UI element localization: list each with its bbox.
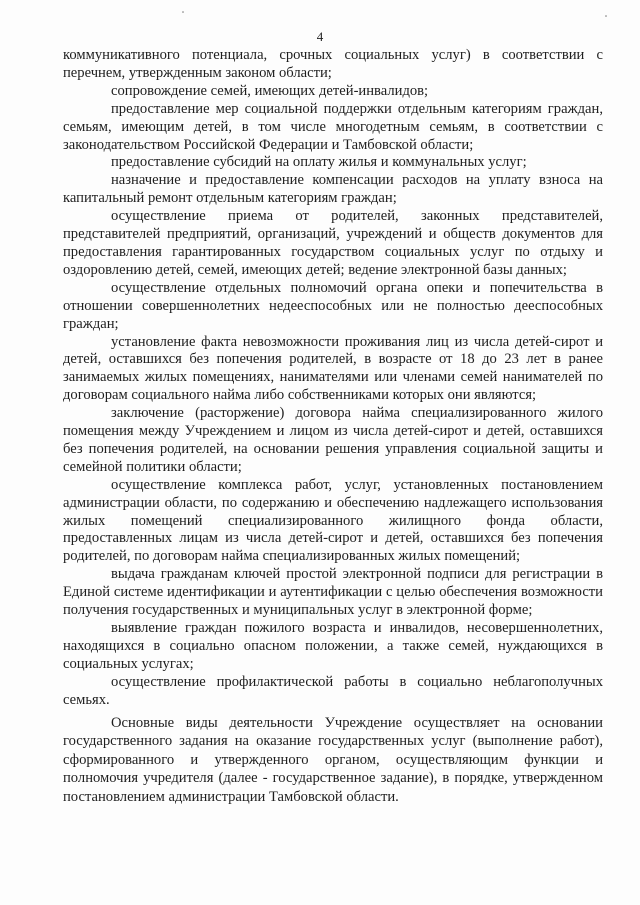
- paragraph: назначение и предоставление компенсации расходов на уплату взноса на капитальный ремонт отдельным категориям граждан;: [63, 172, 603, 207]
- paragraph: Основные виды деятельности Учреждение осуществляет на основании государственного задания на оказание государственных услуг (выполнение работ), сформированного и утвержденного органом, осуществляющим функции и полномочия учредителя (далее - государственное задание), в порядке, утвержденном постановлением администрации Тамбовской области.: [63, 714, 603, 805]
- paragraph: выдача гражданам ключей простой электронной подписи для регистрации в Единой системе идентификации и аутентификации с целью обеспечения возможности получения государственных и муниципальных услуг в электронной форме;: [63, 566, 603, 619]
- paragraph: предоставление мер социальной поддержки отдельным категориям граждан, семьям, имеющим детей, в том числе многодетным семьям, в соответствии с законодательством Российской Федерации и Тамбовской области;: [63, 100, 603, 153]
- scan-speck: [182, 11, 184, 13]
- paragraph: осуществление профилактической работы в социально неблагополучных семьях.: [63, 673, 603, 708]
- page-number: 4: [316, 29, 324, 44]
- paragraph: выявление граждан пожилого возраста и инвалидов, несовершеннолетних, находящихся в социально опасном положении, а также семей, нуждающихся в социальных услугах;: [63, 620, 603, 672]
- paragraph: осуществление приема от родителей, законных представителей, представителей предприятий, организаций, учреждений и обществ документов для предоставления гарантированных государством социальных услуг по отдыху и оздоровлению детей, семей, имеющих детей; ведение электронной базы данных;: [63, 208, 603, 278]
- paragraph: коммуникативного потенциала, срочных социальных услуг) в соответствии с перечнем, утвержденным законом области;: [63, 47, 603, 81]
- paragraph: сопровождение семей, имеющих детей-инвалидов;: [111, 82, 429, 99]
- paragraph: осуществление комплекса работ, услуг, установленных постановлением администрации области, по содержанию и обеспечению надлежащего использования жилых помещений специализированного жилищного фонда области, предоставленных лицам из числа детей-сирот и детей, оставшихся без попечения родителей, по договорам найма специализированных жилых помещений;: [63, 476, 603, 565]
- paragraph: осуществление отдельных полномочий органа опеки и попечительства в отношении совершеннолетних недееспособных или не полностью дееспособных граждан;: [63, 279, 603, 332]
- paragraph: установление факта невозможности проживания лиц из числа детей-сирот и детей, оставшихся без попечения родителей, в возрасте от 18 до 23 лет в ранее занимаемых жилых помещениях, нанимателями или членами семей нанимателей по договорам социального найма либо собственниками которых они являются;: [63, 333, 603, 404]
- paragraph: заключение (расторжение) договора найма специализированного жилого помещения между Учреждением и лицом из числа детей-сирот и детей, оставшихся без попечения родителей, на основании решения управления социальной защиты и семейной политики области;: [63, 405, 603, 475]
- scan-speck: [605, 15, 607, 17]
- paragraph: предоставление субсидий на оплату жилья и коммунальных услуг;: [111, 154, 527, 171]
